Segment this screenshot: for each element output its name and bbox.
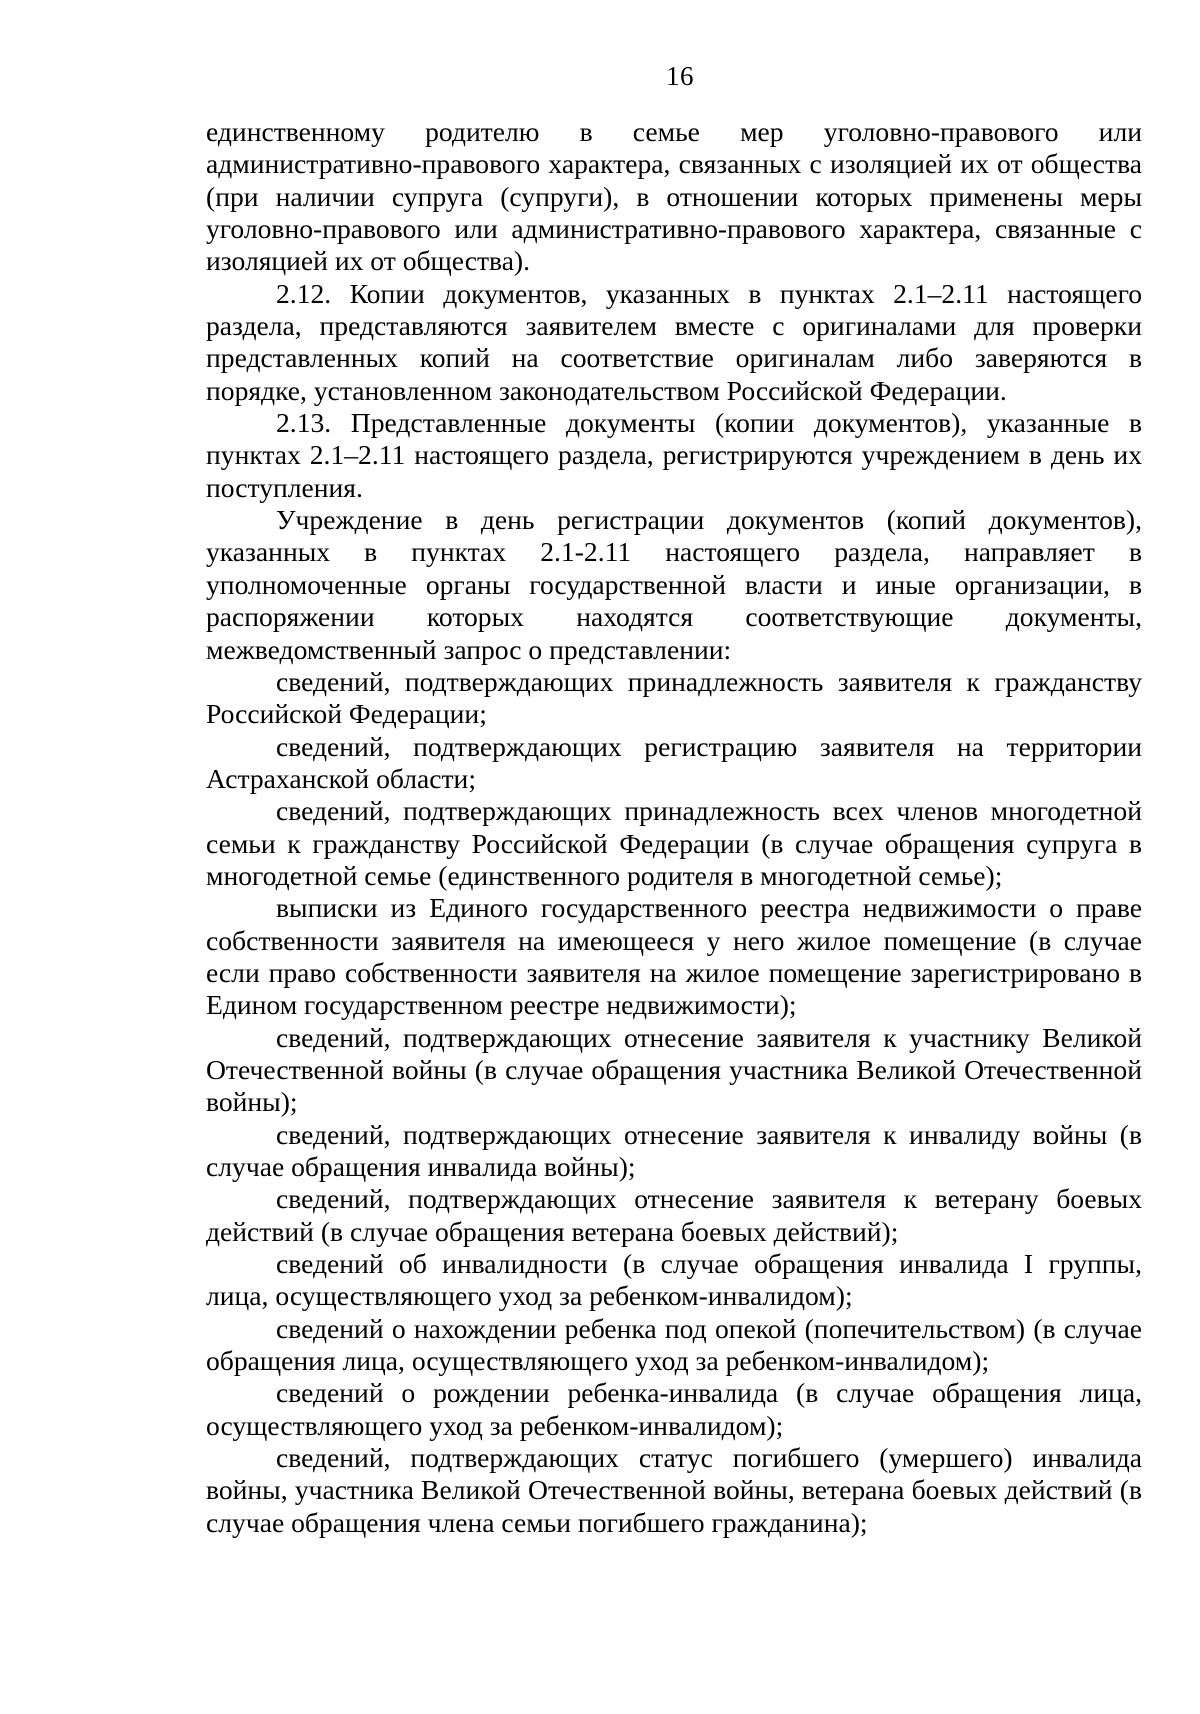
list-item: сведений об инвалидности (в случае обращения инвалида I группы, лица, осуществляющего уход за ребенком-инвалидом); (206, 1248, 1142, 1312)
list-item: сведений, подтверждающих отнесение заявителя к участнику Великой Отечественной войны (в случае обращения участника Великой Отечественной войны); (206, 1021, 1142, 1118)
page-number: 16 (666, 61, 694, 91)
paragraph: единственному родителю в семье мер уголовно-правового или административно-правового характера, связанных с изоляцией их от общества (при наличии супруга (супруги), в отношении которых применены меры уголовно-правового или административно-правового характера, связанные с изоляцией их от общества). (206, 116, 1142, 277)
list-item: сведений, подтверждающих статус погибшего (умершего) инвалида войны, участника Великой Отечественной войны, ветерана боевых действий (в случае обращения члена семьи погибшего гражданина); (206, 1442, 1142, 1538)
document-body (206, 116, 1142, 1539)
list-item: сведений, подтверждающих принадлежность заявителя к гражданству Российской Федерации; (206, 665, 1142, 730)
paragraph: 2.13. Представленные документы (копии документов), указанные в пунктах 2.1–2.11 настоящего раздела, регистрируются учреждением в день их поступления. (206, 407, 1142, 503)
paragraph: Учреждение в день регистрации документов (копий документов), указанных в пунктах 2.1-2.11 настоящего раздела, направляет в уполномоченные органы государственной власти и иные организации, в распоряжении которых находятся соответствующие документы, межведомственный запрос о представлении: (206, 504, 1142, 665)
list-item: сведений о нахождении ребенка под опекой (попечительством) (в случае обращения лица, осуществляющего уход за ребенком-инвалидом); (206, 1312, 1142, 1377)
list-item: сведений о рождении ребенка-инвалида (в случае обращения лица, осуществляющего уход за ребенком-инвалидом); (206, 1377, 1142, 1441)
paragraph: 2.12. Копии документов, указанных в пунктах 2.1–2.11 настоящего раздела, представляются заявителем вместе с оригиналами для проверки представленных копий на соответствие оригиналам либо заверяются в порядке, установленном законодательством Российской Федерации. (206, 277, 1142, 406)
list-item: сведений, подтверждающих отнесение заявителя к инвалиду войны (в случае обращения инвалида войны); (206, 1118, 1142, 1182)
list-item: выписки из Единого государственного реестра недвижимости о праве собственности заявителя на имеющееся у него жилое помещение (в случае если право собственности заявителя на жилое помещение зарегистрировано в Едином государственном реестре недвижимости); (206, 892, 1142, 1021)
list-item: сведений, подтверждающих принадлежность всех членов многодетной семьи к гражданству Российской Федерации (в случае обращения супруга в многодетной семье (единственного родителя в многодетной семье); (206, 795, 1142, 891)
list-item: сведений, подтверждающих регистрацию заявителя на территории Астраханской области; (206, 730, 1142, 794)
list-item: сведений, подтверждающих отнесение заявителя к ветерану боевых действий (в случае обращения ветерана боевых действий); (206, 1183, 1142, 1247)
